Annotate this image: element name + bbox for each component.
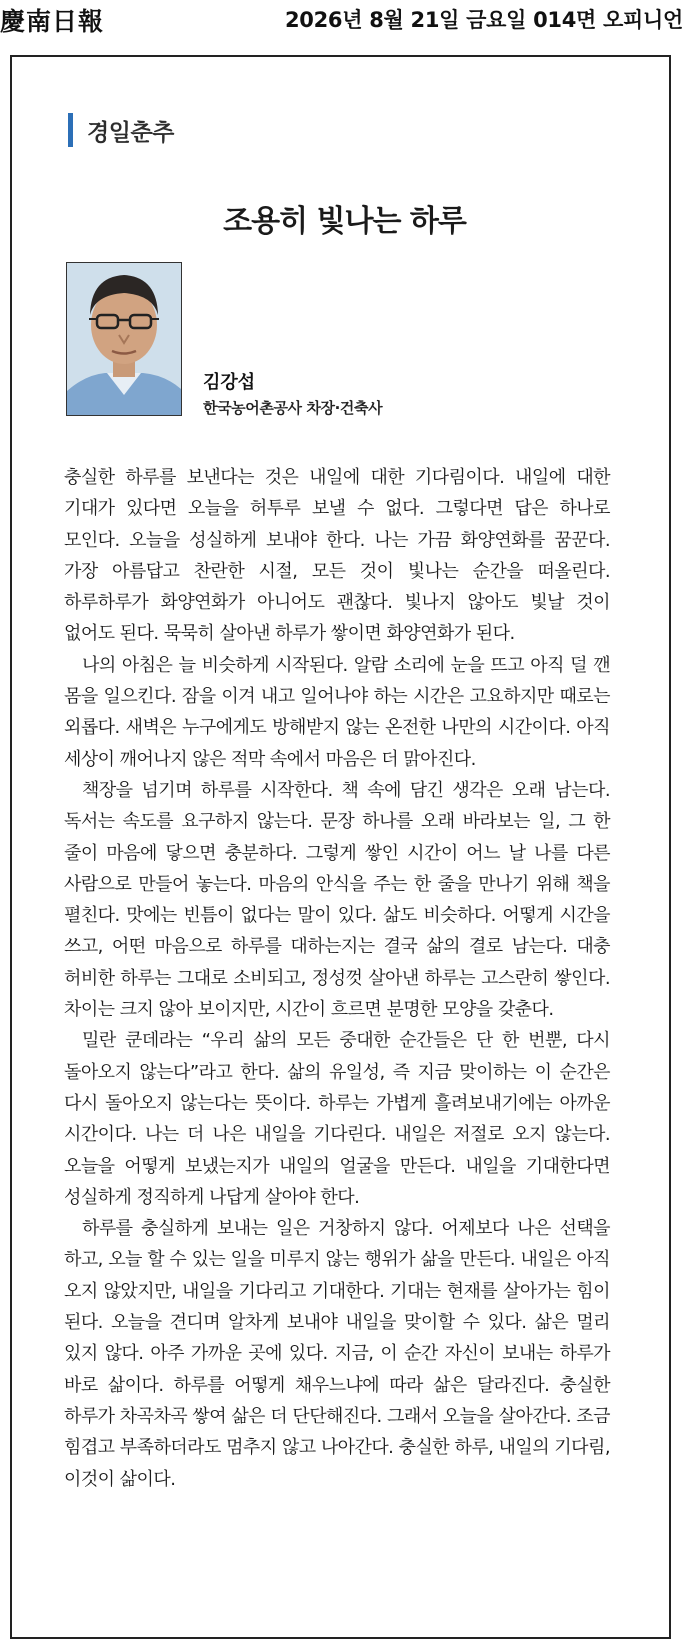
article-headline: 조용히 빛나는 하루 [223, 204, 466, 239]
article-paragraph: 나의 아침은 늘 비슷하게 시작된다. 알람 소리에 눈을 뜨고 아직 덜 깬 몸을 일으킨다. 잠을 이겨 내고 일어나야 하는 시간은 고요하지만 때로는 외롭다. 새벽은 누구에게도 방해받지 않는 온전한 나만의 시간이다. 아직 세상이 깨어나지 않은 적막 속에서 마음은 더 맑아진다. [64, 654, 610, 770]
article-body [64, 462, 610, 1495]
masthead [0, 0, 689, 40]
column-name: 경일춘추 [87, 119, 174, 146]
column-section-tag [68, 113, 174, 147]
article-paragraph: 하루를 충실하게 보내는 일은 거창하지 않다. 어제보다 나은 선택을 하고, 오늘 할 수 있는 일을 미루지 않는 행위가 삶을 만든다. 내일은 아직 오지 않았지만, 내일을 기다리고 기대한다. 기대는 현재를 살아가는 힘이 된다. 오늘을 견디며 알차게 보내야 내일을 맞이할 수 있다. 삶은 멀리 있지 않다. 아주 가까운 곳에 있다. 지금, 이 순간 자신이 보내는 하루가 바로 삶이다. 하루를 어떻게 채우느냐에 따라 삶은 달라진다. 충실한 하루가 차곡차곡 쌓여 삶은 더 단단해진다. 그래서 오늘을 살아간다. 조금 힘겹고 부족하더라도 멈추지 않고 나아간다. 충실한 하루, 내일의 기다림, 이것이 삶이다. [64, 1218, 610, 1490]
author-name: 김강섭 [203, 372, 256, 393]
article-paragraph: 밀란 쿤데라는 “우리 삶의 모든 중대한 순간들은 단 한 번뿐, 다시 돌아오지 않는다”라고 한다. 삶의 유일성, 즉 지금 맞이하는 이 순간은 다시 돌아오지 않는다는 뜻이다. 하루는 가볍게 흘려보내기에는 아까운 시간이다. 나는 더 나은 내일을 기다린다. 내일은 저절로 오지 않는다. 오늘을 어떻게 보냈는지가 내일의 얼굴을 만든다. 내일을 기대한다면 성실하게 정직하게 나답게 살아야 한다. [64, 1030, 610, 1208]
column-accent-bar [68, 113, 73, 147]
author-portrait-icon [66, 262, 182, 416]
article-paragraph: 충실한 하루를 보낸다는 것은 내일에 대한 기다림이다. 내일에 대한 기대가 있다면 오늘을 허투루 보낼 수 없다. 그렇다면 답은 하나로 모인다. 오늘을 성실하게 보내야 한다. 나는 가끔 화양연화를 꿈꾼다. 가장 아름답고 찬란한 시절, 모든 것이 빛나는 순간을 떠올린다. 하루하루가 화양연화가 아니어도 괜찮다. 빛나지 않아도 빛날 것이 없어도 된다. 묵묵히 살아낸 하루가 쌓이면 화양연화가 된다. [64, 467, 610, 645]
author-role: 한국농어촌공사 차장·건축사 [203, 399, 383, 417]
article-paragraph: 책장을 넘기며 하루를 시작한다. 책 속에 담긴 생각은 오래 남는다. 독서는 속도를 요구하지 않는다. 문장 하나를 오래 바라보는 일, 그 한 줄이 마음에 닿으면 충분하다. 그렇게 쌓인 시간이 어느 날 나를 다른 사람으로 만들어 놓는다. 마음의 안식을 주는 한 줄을 만나기 위해 책을 펼친다. 맛에는 빈틈이 없다는 말이 있다. 삶도 비슷하다. 어떻게 시간을 쓰고, 어떤 마음으로 하루를 대하는지는 결국 삶의 결로 남는다. 대충 허비한 하루는 그대로 소비되고, 정성껏 살아낸 하루는 고스란히 쌓인다. 차이는 크지 않아 보이지만, 시간이 흐르면 분명한 모양을 갖춘다. [64, 779, 610, 1021]
issue-dateline: 2026년 8월 21일 금요일 014면 오피니언 [284, 8, 683, 32]
newspaper-logo: 慶南日報 [0, 7, 105, 36]
